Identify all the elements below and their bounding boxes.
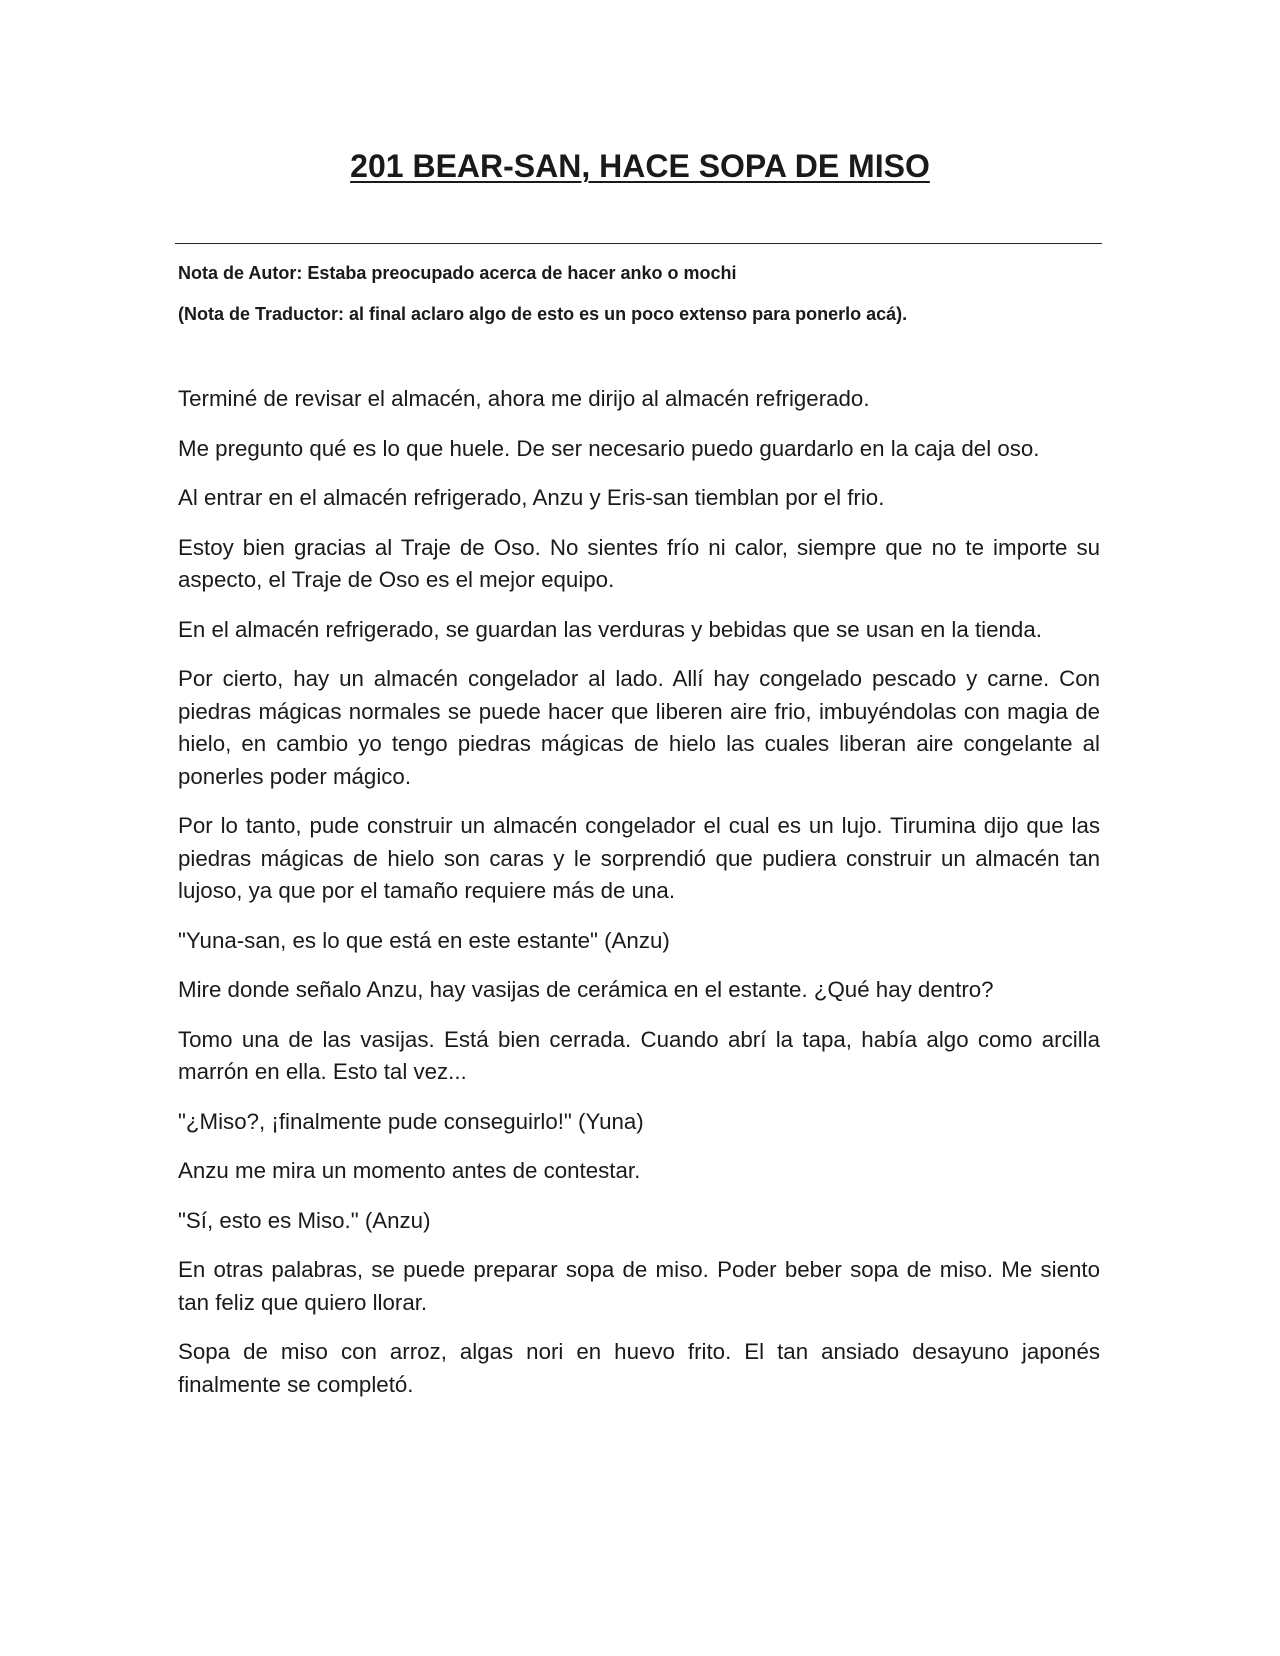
author-note: Nota de Autor: Estaba preocupado acerca de hacer anko o mochi (178, 263, 737, 283)
paragraph: En otras palabras, se puede preparar sopa de miso. Poder beber sopa de miso. Me siento tan feliz que quiero llorar. (178, 1257, 1100, 1315)
paragraph: Me pregunto qué es lo que huele. De ser necesario puedo guardarlo en la caja del oso. (178, 435, 1040, 461)
paragraph: Por lo tanto, pude construir un almacén congelador el cual es un lujo. Tirumina dijo que las piedras mágicas de hielo son caras y le sorprendió que pudiera construir un almacén tan lujoso, ya que por el tamaño requiere más de una. (178, 813, 1100, 903)
translator-note: (Nota de Traductor: al final aclaro algo de esto es un poco extenso para ponerlo acá). (178, 304, 908, 324)
body-text (178, 383, 1100, 1418)
horizontal-divider (175, 243, 1102, 244)
paragraph: "¿Miso?, ¡finalmente pude conseguirlo!" (Yuna) (178, 1108, 644, 1134)
paragraph: Anzu me mira un momento antes de contestar. (178, 1158, 641, 1183)
paragraph: Por cierto, hay un almacén congelador al lado. Allí hay congelado pescado y carne. Con piedras mágicas normales se puede hacer que liberen aire frio, imbuyéndolas con magia de hielo, en cambio yo tengo piedras mágicas de hielo las cuales liberan aire congelante al ponerles poder mágico. (178, 666, 1100, 789)
paragraph: "Yuna-san, es lo que está en este estante" (Anzu) (178, 927, 670, 953)
paragraph: Mire donde señalo Anzu, hay vasijas de cerámica en el estante. ¿Qué hay dentro? (178, 977, 994, 1002)
paragraph: Sopa de miso con arroz, algas nori en huevo frito. El tan ansiado desayuno japonés finalmente se completó. (178, 1339, 1100, 1397)
paragraph: Tomo una de las vasijas. Está bien cerrada. Cuando abrí la tapa, había algo como arcilla marrón en ella. Esto tal vez... (178, 1026, 1100, 1084)
notes-section (178, 259, 1098, 341)
paragraph: "Sí, esto es Miso." (Anzu) (178, 1207, 431, 1233)
paragraph: Terminé de revisar el almacén, ahora me dirijo al almacén refrigerado. (178, 386, 870, 411)
paragraph: En el almacén refrigerado, se guardan las verduras y bebidas que se usan en la tienda. (178, 616, 1042, 642)
chapter-title: 201 BEAR-SAN, HACE SOPA DE MISO (350, 148, 930, 184)
paragraph: Al entrar en el almacén refrigerado, Anzu y Eris-san tiemblan por el frio. (178, 485, 885, 510)
paragraph: Estoy bien gracias al Traje de Oso. No sientes frío ni calor, siempre que no te importe su aspecto, el Traje de Oso es el mejor equipo. (178, 534, 1100, 592)
